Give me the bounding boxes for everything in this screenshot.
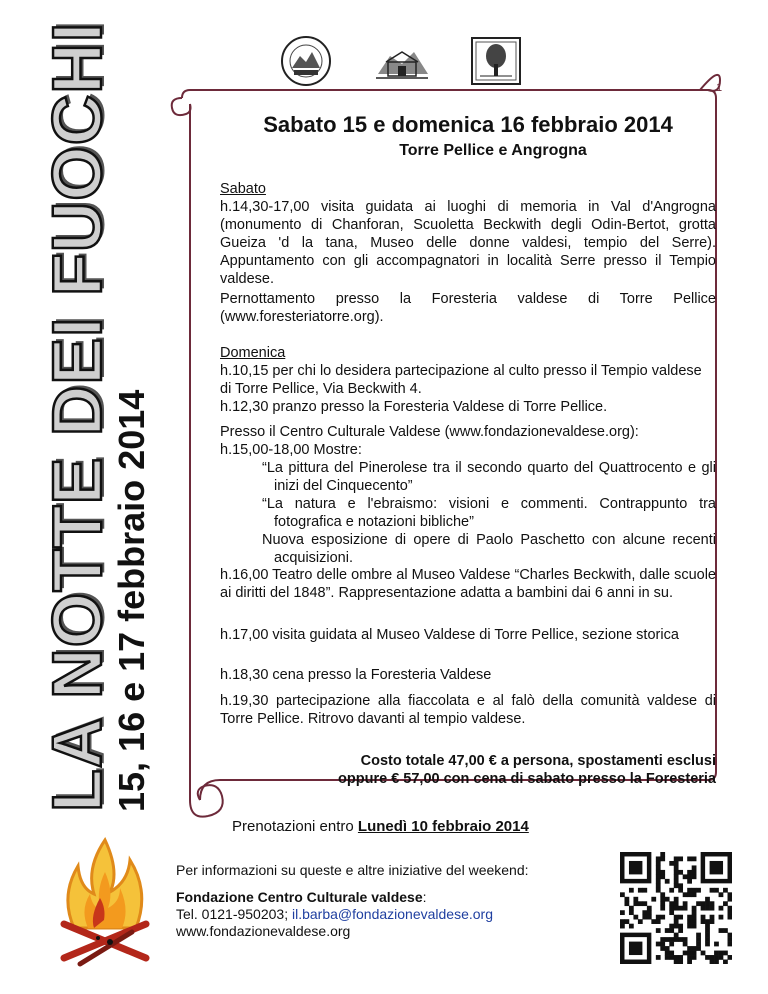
domenica-culto: h.10,15 per chi lo desidera partecipazione al culto presso il Tempio valdese di Torre Pellice, Via Beckwith 4. — [220, 363, 702, 397]
email-link[interactable]: il.barba@fondazionevaldese.org — [291, 906, 493, 922]
qr-code — [620, 852, 732, 964]
info-org-colon: : — [422, 889, 427, 905]
domenica-label: Domenica — [220, 345, 286, 361]
teatro: h.16,00 Teatro delle ombre al Museo Valdese “Charles Beckwith, dalle scuole ai diritti del 1848”. Rappresentazione adatta a bambini dai 6 anni in su. — [220, 567, 716, 601]
bonfire-icon — [50, 832, 160, 972]
sabato-section — [220, 180, 716, 288]
pernottamento: Pernottamento presso la Foresteria valdese di Torre Pellice (www.foresteriatorre.org). — [220, 291, 716, 325]
domenica-pranzo: h.12,30 pranzo presso la Foresteria Valdese di Torre Pellice. — [220, 399, 608, 415]
fiaccolata: h.19,30 partecipazione alla fiaccolata e al falò della comunità valdese di Torre Pellice. Ritrovo davanti al tempio valdese. — [220, 693, 716, 727]
sabato-label: Sabato — [220, 181, 266, 197]
mostre-label: h.15,00-18,00 Mostre: — [220, 442, 362, 458]
info-org: Fondazione Centro Culturale valdese — [176, 889, 423, 905]
centro-section — [220, 423, 716, 567]
prenotazioni-date: Lunedì 10 febbraio 2014 — [357, 818, 529, 835]
sabato-visita: h.14,30-17,00 visita guidata ai luoghi di memoria in Val d'Angrogna (monumento di Chanforan, Scuoletta Beckwith degli Odin-Bertot, grotta Gueiza 'd la tana, Museo delle donne valdesi, tempio del Serre). Appuntamento con gli accompagnatori in località Serre presso il Tempio valdese. — [220, 199, 716, 287]
scroll-number: 1 — [716, 82, 723, 94]
mostra-2: “La natura e l'ebraismo: visioni e commenti. Contrappunto tra fotografica e notazioni bibliche” — [262, 496, 716, 530]
website-link[interactable]: www.fondazionevaldese.org — [176, 923, 351, 939]
page-subtitle: Torre Pellice e Angrogna — [399, 142, 587, 159]
centro-intro: Presso il Centro Culturale Valdese (www.fondazionevaldese.org): — [220, 424, 639, 440]
vertical-dates: 15, 16 e 17 febbraio 2014 — [111, 389, 152, 812]
prenotazioni — [232, 818, 529, 835]
costo-box — [230, 752, 716, 788]
mostra-1: “La pittura del Pinerolese tra il secondo quarto del Quattrocento e gli inizi del Cinquecento” — [262, 460, 716, 494]
info-section — [176, 862, 529, 940]
domenica-section — [220, 344, 716, 398]
info-tel: Tel. 0121-950203; — [176, 906, 292, 922]
page-title: Sabato 15 e domenica 16 febbraio 2014 — [263, 112, 673, 137]
costo-line-1: Costo totale 47,00 € a persona, spostamenti esclusi — [360, 753, 716, 769]
costo-line-2: oppure € 57,00 con cena di sabato presso la Foresteria — [338, 771, 716, 787]
visita-museo: h.17,00 visita guidata al Museo Valdese di Torre Pellice, sezione storica — [220, 627, 679, 643]
cena: h.18,30 cena presso la Foresteria Valdese — [220, 667, 492, 683]
prenotazioni-prefix: Prenotazioni entro — [232, 818, 358, 835]
vertical-title: LA NOTTE DEI FUOCHI — [38, 21, 116, 812]
info-intro: Per informazioni su queste e altre iniziative del weekend: — [176, 862, 529, 878]
mostra-3: Nuova esposizione di opere di Paolo Paschetto con alcune recenti acquisizioni. — [262, 532, 716, 566]
